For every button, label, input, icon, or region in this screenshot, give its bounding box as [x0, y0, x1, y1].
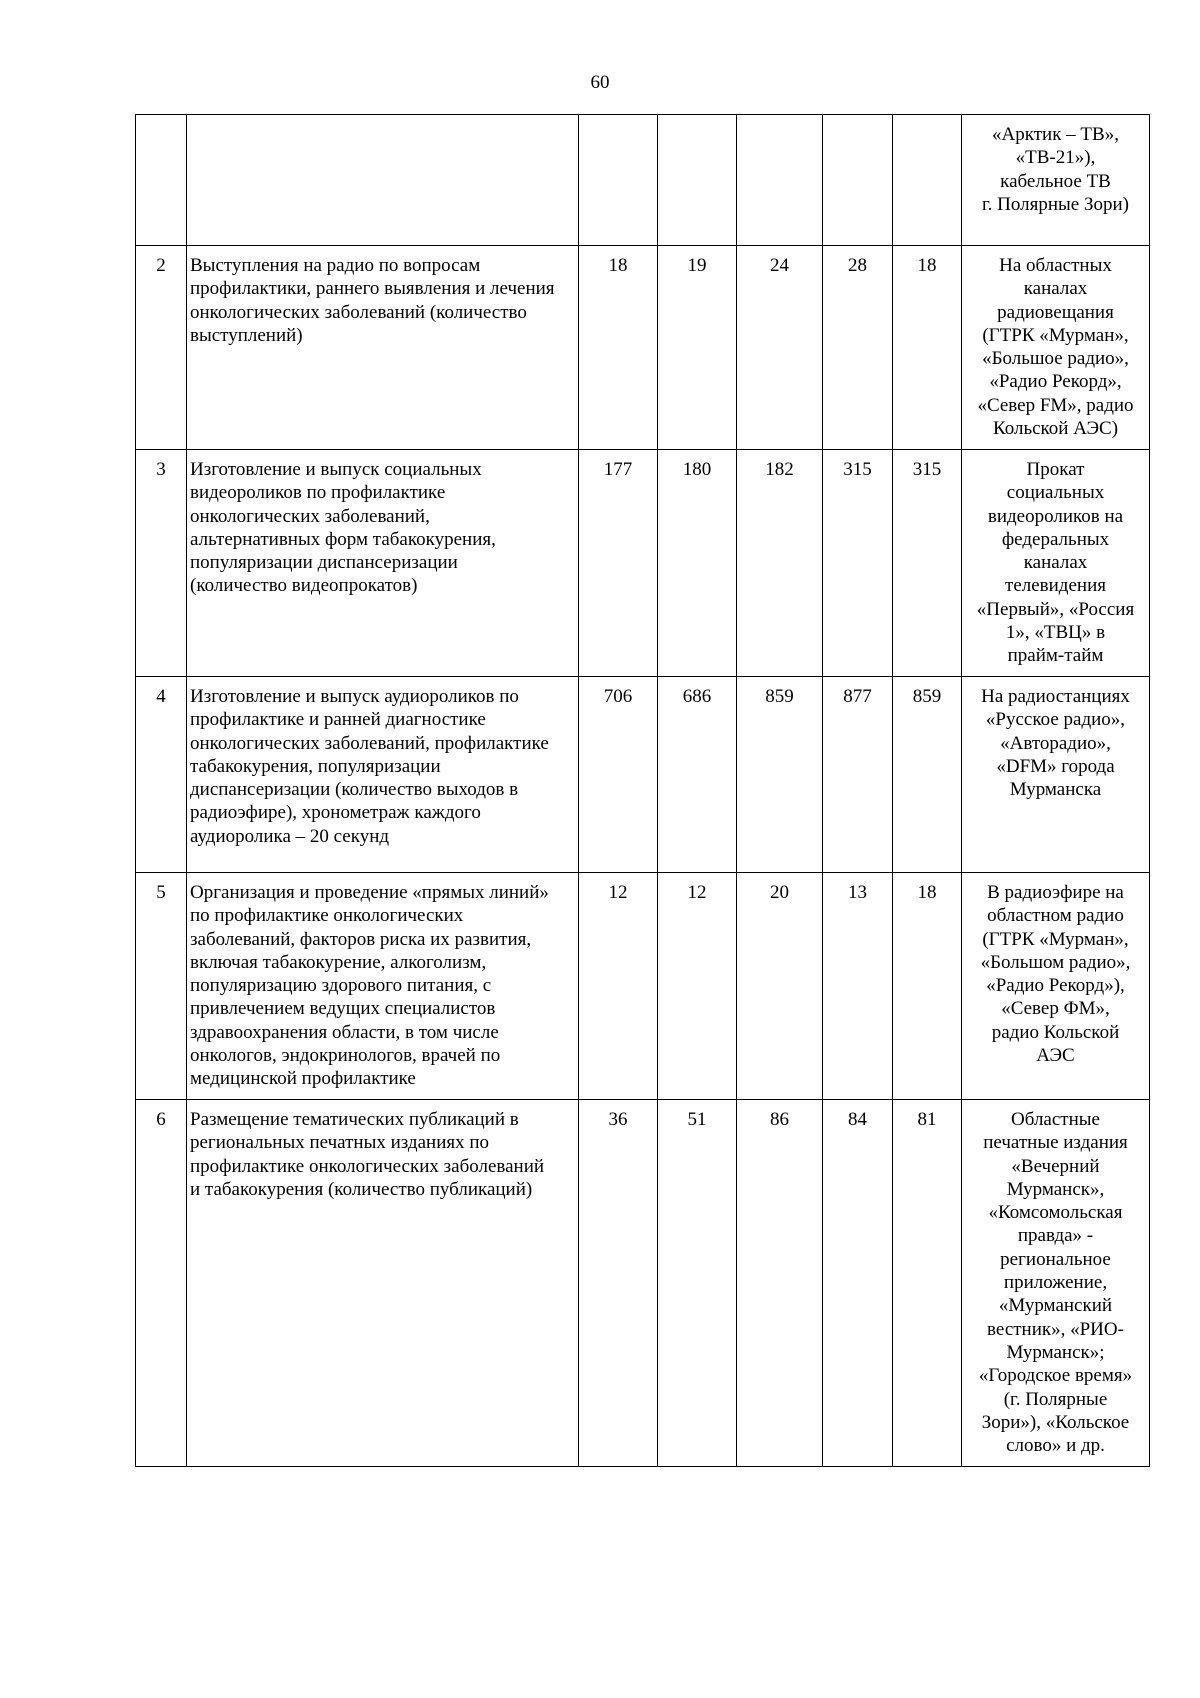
value-cell: 84 — [823, 1100, 893, 1467]
value-cell: 686 — [658, 677, 737, 873]
note-line: «Вечерний — [1011, 1155, 1100, 1177]
value-cell: 859 — [893, 677, 962, 873]
note-line: АЭС — [1036, 1045, 1075, 1067]
note-line: видеороликов на — [987, 505, 1124, 527]
row-note — [962, 450, 1150, 677]
value-cell: 19 — [658, 246, 737, 450]
description-line: Размещение тематических публикаций в — [190, 1109, 519, 1130]
description-line: видеороликов по профилактике — [190, 482, 446, 504]
value-cell: 177 — [579, 450, 658, 677]
note-line: вестник», «РИО- — [987, 1318, 1124, 1340]
value-cell: 182 — [737, 450, 823, 677]
row-description — [187, 246, 579, 450]
note-line: «Радио Рекорд», — [989, 371, 1122, 393]
value-cell: 859 — [737, 677, 823, 873]
description-line: табакокурения, популяризации — [190, 755, 441, 777]
note-line: В радиоэфире на — [987, 882, 1124, 903]
note-line: «Большом радио», — [980, 951, 1131, 973]
description-line: альтернативных форм табакокурения, — [190, 528, 496, 550]
note-line: «Городское время» — [978, 1365, 1133, 1387]
row-description — [187, 450, 579, 677]
value-cell — [823, 115, 893, 246]
note-line: (ГТРК «Мурман», — [982, 324, 1129, 346]
description-line: и табакокурения (количество публикаций) — [190, 1178, 533, 1200]
note-line: слово» и др. — [1006, 1435, 1105, 1457]
description-line: включая табакокурение, алкоголизм, — [190, 951, 487, 973]
description-line: радиоэфире), хронометраж каждого — [190, 802, 481, 824]
row-description — [187, 1100, 579, 1467]
description-line: профилактике и ранней диагностике — [190, 709, 486, 731]
note-line: Мурманск»; — [1006, 1341, 1105, 1363]
value-cell: 86 — [737, 1100, 823, 1467]
note-line: «ТВ-21»), — [1015, 147, 1096, 169]
description-line: аудиоролика – 20 секунд — [190, 825, 390, 847]
note-line: правда» - — [1017, 1225, 1094, 1247]
page-number: 60 — [590, 72, 610, 93]
value-cell: 81 — [893, 1100, 962, 1467]
note-line: (ГТРК «Мурман», — [982, 928, 1129, 950]
value-cell: 20 — [737, 873, 823, 1100]
note-line: 1», «ТВЦ» в — [1005, 622, 1106, 644]
value-cell: 706 — [579, 677, 658, 873]
table-row — [136, 246, 1150, 450]
note-line: областном радио — [987, 905, 1124, 927]
note-line: радио Кольской — [991, 1021, 1120, 1043]
value-cell — [893, 115, 962, 246]
note-line: Областные — [1011, 1109, 1100, 1130]
row-note — [962, 873, 1150, 1100]
table-row — [136, 450, 1150, 677]
note-line: Прокат — [1026, 459, 1085, 480]
description-line: профилактике онкологических заболеваний — [190, 1155, 545, 1177]
row-description — [187, 115, 579, 246]
row-number: 5 — [136, 873, 187, 1100]
note-line: приложение, — [1003, 1272, 1108, 1294]
row-description — [187, 677, 579, 873]
table-row — [136, 873, 1150, 1100]
note-line: «Первый», «Россия — [976, 598, 1135, 620]
note-line: Кольской АЭС) — [992, 418, 1119, 440]
table-row — [136, 1100, 1150, 1467]
description-line: онкологических заболеваний (количество — [190, 301, 527, 323]
note-line: прайм-тайм — [1007, 645, 1104, 667]
description-line: (количество видеопрокатов) — [190, 575, 418, 597]
note-line: «DFM» города — [996, 755, 1115, 777]
value-cell: 51 — [658, 1100, 737, 1467]
note-line: «Мурманский — [998, 1295, 1113, 1317]
note-line: печатные издания — [983, 1132, 1128, 1154]
row-number: 2 — [136, 246, 187, 450]
note-line: «Авторадио», — [1000, 732, 1111, 754]
description-line: популяризацию здорового питания, с — [190, 975, 492, 997]
note-line: На областных — [999, 255, 1112, 276]
note-line: На радиостанциях — [981, 686, 1130, 707]
value-cell: 18 — [579, 246, 658, 450]
value-cell: 315 — [893, 450, 962, 677]
table-row — [136, 115, 1150, 246]
description-line: здравоохранения области, в том числе — [190, 1021, 499, 1043]
description-line: онкологических заболеваний, — [190, 505, 430, 527]
value-cell: 18 — [893, 873, 962, 1100]
value-cell — [737, 115, 823, 246]
description-line: заболеваний, факторов риска их развития, — [190, 928, 532, 950]
note-line: «Арктик – ТВ», — [992, 124, 1119, 145]
note-line: федеральных — [1001, 528, 1110, 550]
note-line: (г. Полярные — [1003, 1388, 1108, 1410]
note-line: каналах — [1023, 278, 1088, 300]
description-line: выступлений) — [190, 324, 303, 346]
row-number: 3 — [136, 450, 187, 677]
note-line: Мурманск», — [1006, 1178, 1105, 1200]
value-cell: 315 — [823, 450, 893, 677]
description-line: диспансеризации (количество выходов в — [190, 779, 519, 801]
note-line: «Север ФМ», — [1001, 998, 1110, 1020]
note-line: Мурманска — [1009, 779, 1102, 801]
description-line: привлечением ведущих специалистов — [190, 998, 496, 1020]
note-line: «Большое радио», — [982, 348, 1129, 370]
description-line: Выступления на радио по вопросам — [190, 255, 481, 276]
description-line: онкологов, эндокринологов, врачей по — [190, 1045, 501, 1067]
note-line: радиовещания — [997, 301, 1114, 323]
media-activities-table — [135, 114, 1150, 1467]
value-cell: 28 — [823, 246, 893, 450]
value-cell — [658, 115, 737, 246]
description-line: профилактики, раннего выявления и лечения — [190, 278, 555, 300]
description-line: региональных печатных изданиях по — [190, 1132, 490, 1154]
note-line: региональное — [1000, 1248, 1111, 1270]
value-cell: 13 — [823, 873, 893, 1100]
value-cell: 36 — [579, 1100, 658, 1467]
row-note — [962, 115, 1150, 246]
description-line: онкологических заболеваний, профилактике — [190, 732, 549, 754]
description-line: Организация и проведение «прямых линий» — [190, 882, 549, 903]
description-line: Изготовление и выпуск социальных — [190, 459, 482, 480]
note-line: «Север FM», радио — [977, 394, 1134, 416]
value-cell: 12 — [579, 873, 658, 1100]
value-cell — [579, 115, 658, 246]
table-row — [136, 677, 1150, 873]
value-cell: 180 — [658, 450, 737, 677]
description-line: медицинской профилактике — [190, 1068, 416, 1090]
row-note — [962, 246, 1150, 450]
description-line: по профилактике онкологических — [190, 905, 464, 927]
value-cell: 24 — [737, 246, 823, 450]
note-line: «Радио Рекорд»), — [986, 975, 1125, 997]
row-note — [962, 1100, 1150, 1467]
row-number: 4 — [136, 677, 187, 873]
description-line: Изготовление и выпуск аудиороликов по — [190, 686, 519, 707]
note-line: социальных — [1006, 482, 1105, 504]
row-number — [136, 115, 187, 246]
row-number: 6 — [136, 1100, 187, 1467]
note-line: «Комсомольская — [988, 1202, 1123, 1224]
note-line: кабельное ТВ — [1000, 170, 1111, 192]
note-line: каналах — [1023, 552, 1088, 574]
row-description — [187, 873, 579, 1100]
description-line: популяризации диспансеризации — [190, 552, 458, 574]
note-line: г. Полярные Зори) — [982, 193, 1129, 215]
note-line: телевидения — [1005, 575, 1106, 597]
value-cell: 18 — [893, 246, 962, 450]
note-line: Зори»), «Кольское — [981, 1411, 1130, 1433]
row-note — [962, 677, 1150, 873]
value-cell: 12 — [658, 873, 737, 1100]
note-line: «Русское радио», — [985, 709, 1126, 731]
value-cell: 877 — [823, 677, 893, 873]
